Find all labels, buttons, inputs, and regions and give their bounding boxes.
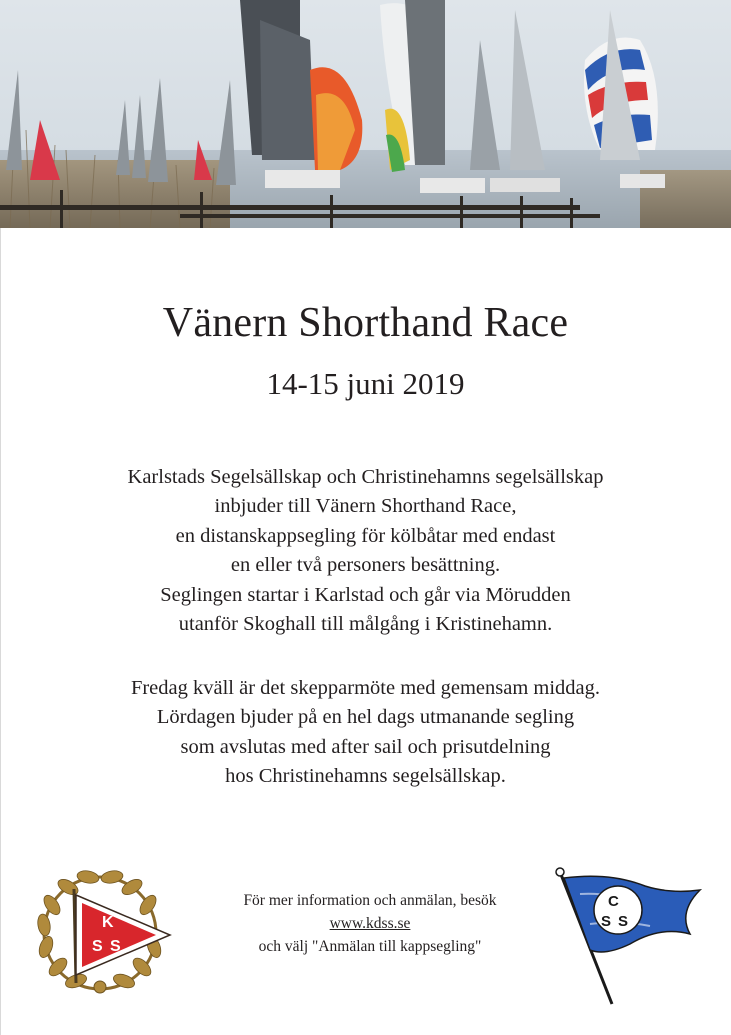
paragraph-line: inbjuder till Vänern Shorthand Race, xyxy=(214,495,517,518)
info-block xyxy=(190,889,550,958)
svg-text:S: S xyxy=(618,913,629,930)
info-text: För mer information och anmälan, besök xyxy=(243,892,497,909)
sailboats-photo-icon xyxy=(0,0,731,228)
svg-text:S: S xyxy=(601,913,612,930)
kss-burgee-wreath-icon xyxy=(30,865,175,1000)
paragraph-line: hos Christinehamns segelsällskap. xyxy=(225,765,506,788)
css-logo xyxy=(550,864,710,1014)
svg-text:K: K xyxy=(102,914,114,931)
paragraph-line: Karlstads Segelsällskap och Christinehamns segelsällskap xyxy=(127,466,604,488)
css-burgee-flag-icon xyxy=(550,864,710,1009)
svg-text:S: S xyxy=(110,938,121,955)
svg-text:S: S xyxy=(92,938,103,955)
paragraph-line: Lördagen bjuder på en hel dags utmanande segling xyxy=(156,706,575,729)
kss-logo xyxy=(30,865,175,1005)
paragraph-line: Seglingen startar i Karlstad och går via Mörudden xyxy=(160,583,571,606)
paragraph-line: som avslutas med after sail och prisutdelning xyxy=(180,735,551,758)
paragraph-line: en distanskappsegling för kölbåtar med endast xyxy=(175,524,556,547)
info-instruction: och välj "Anmälan till kappsegling" xyxy=(258,938,482,955)
paragraph-line: en eller två personers besättning. xyxy=(230,554,501,577)
paragraph-line: Fredag kväll är det skepparmöte med gemensam middag. xyxy=(130,677,601,699)
invitation-paragraph xyxy=(0,463,731,639)
website-link[interactable]: www.kdss.se xyxy=(329,915,411,932)
header-photo xyxy=(0,0,731,228)
svg-text:C: C xyxy=(608,893,619,910)
page-title: Vänern Shorthand Race xyxy=(162,300,569,346)
program-paragraph xyxy=(0,674,731,792)
paragraph-line: utanför Skoghall till målgång i Kristinehamn. xyxy=(178,613,553,636)
event-date: 14-15 juni 2019 xyxy=(266,366,465,401)
